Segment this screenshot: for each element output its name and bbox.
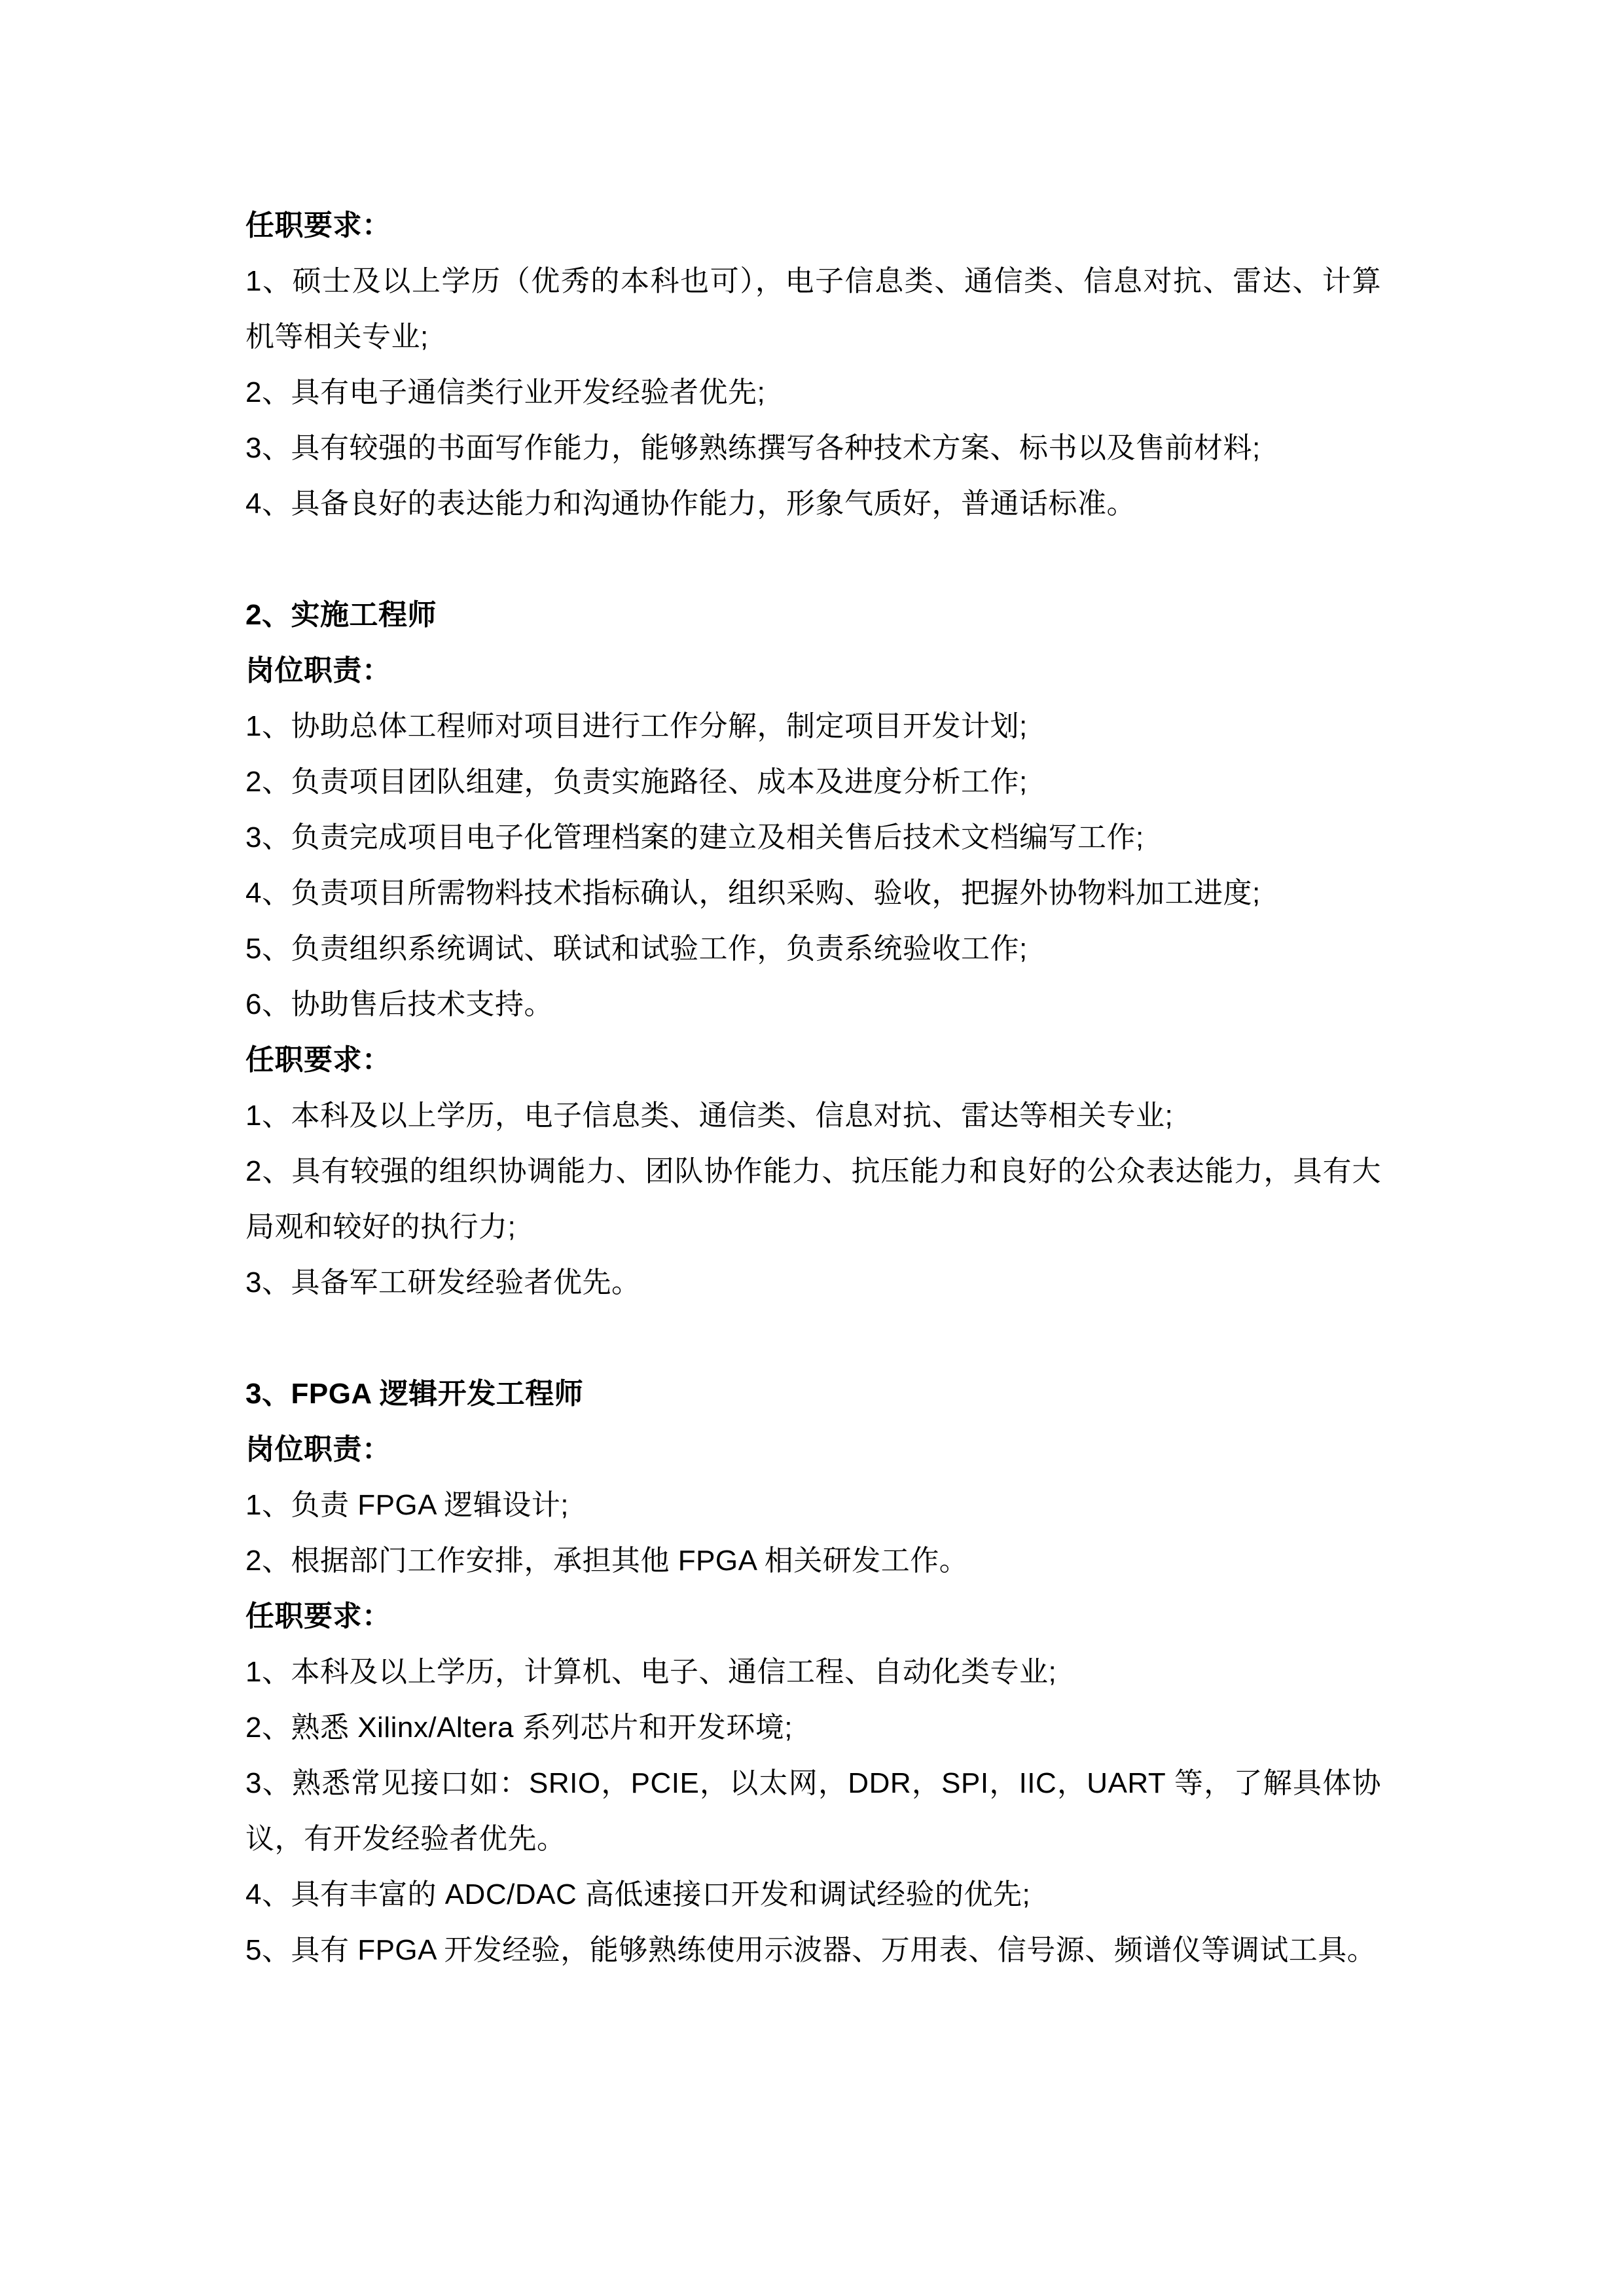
requirement-item: 4、具有丰富的 ADC/DAC 高低速接口开发和调试经验的优先; [245,1878,1031,1910]
heading-job-requirements: 任职要求： [245,209,391,242]
heading-job-requirements: 任职要求： [245,1600,391,1632]
responsibility-item: 3、负责完成项目电子化管理档案的建立及相关售后技术文档编写工作; [245,821,1144,853]
heading-job-responsibilities: 岗位职责： [245,655,391,687]
heading-job-requirements: 任职要求： [245,1044,391,1076]
requirement-item: 4、具备良好的表达能力和沟通协作能力，形象气质好，普通话标准。 [245,488,1136,520]
responsibility-item: 5、负责组织系统调试、联试和试验工作，负责系统验收工作; [245,933,1028,965]
requirement-item: 3、熟悉常见接口如：SRIO，PCIE，以太网，DDR，SPI，IIC，UART 等，了解具体协议，有开发经验者优先。 [245,1767,1381,1855]
requirement-item: 1、硕士及以上学历（优秀的本科也可），电子信息类、通信类、信息对抗、雷达、计算机等相关专业; [245,265,1381,353]
requirement-item: 1、本科及以上学历，电子信息类、通信类、信息对抗、雷达等相关专业; [245,1100,1174,1132]
section-fpga-logic-engineer [245,1366,1381,1978]
requirement-item: 1、本科及以上学历，计算机、电子、通信工程、自动化类专业; [245,1656,1057,1688]
requirement-item: 3、具有较强的书面写作能力，能够熟练撰写各种技术方案、标书以及售前材料; [245,432,1261,464]
section-implementation-engineer [245,587,1381,1310]
responsibility-item: 2、根据部门工作安排，承担其他 FPGA 相关研发工作。 [245,1545,969,1577]
requirement-item: 3、具备军工研发经验者优先。 [245,1266,641,1299]
responsibility-item: 1、负责 FPGA 逻辑设计; [245,1489,569,1521]
responsibility-item: 4、负责项目所需物料技术指标确认，组织采购、验收，把握外协物料加工进度; [245,877,1261,909]
responsibility-item: 1、协助总体工程师对项目进行工作分解，制定项目开发计划; [245,710,1028,742]
responsibility-item: 6、协助售后技术支持。 [245,988,553,1020]
requirement-item: 2、具有电子通信类行业开发经验者优先; [245,376,766,408]
job-title-fpga-logic-engineer: 3、FPGA 逻辑开发工程师 [245,1378,584,1410]
section-continued-job-requirements [245,198,1381,531]
job-title-implementation-engineer: 2、实施工程师 [245,599,437,631]
requirement-item: 5、具有 FPGA 开发经验，能够熟练使用示波器、万用表、信号源、频谱仪等调试工具。 [245,1934,1377,1966]
responsibility-item: 2、负责项目团队组建，负责实施路径、成本及进度分析工作; [245,766,1028,798]
requirement-item: 2、熟悉 Xilinx/Altera 系列芯片和开发环境; [245,1712,793,1744]
requirement-item: 2、具有较强的组织协调能力、团队协作能力、抗压能力和良好的公众表达能力，具有大局观和较好的执行力; [245,1155,1381,1243]
heading-job-responsibilities: 岗位职责： [245,1433,391,1465]
